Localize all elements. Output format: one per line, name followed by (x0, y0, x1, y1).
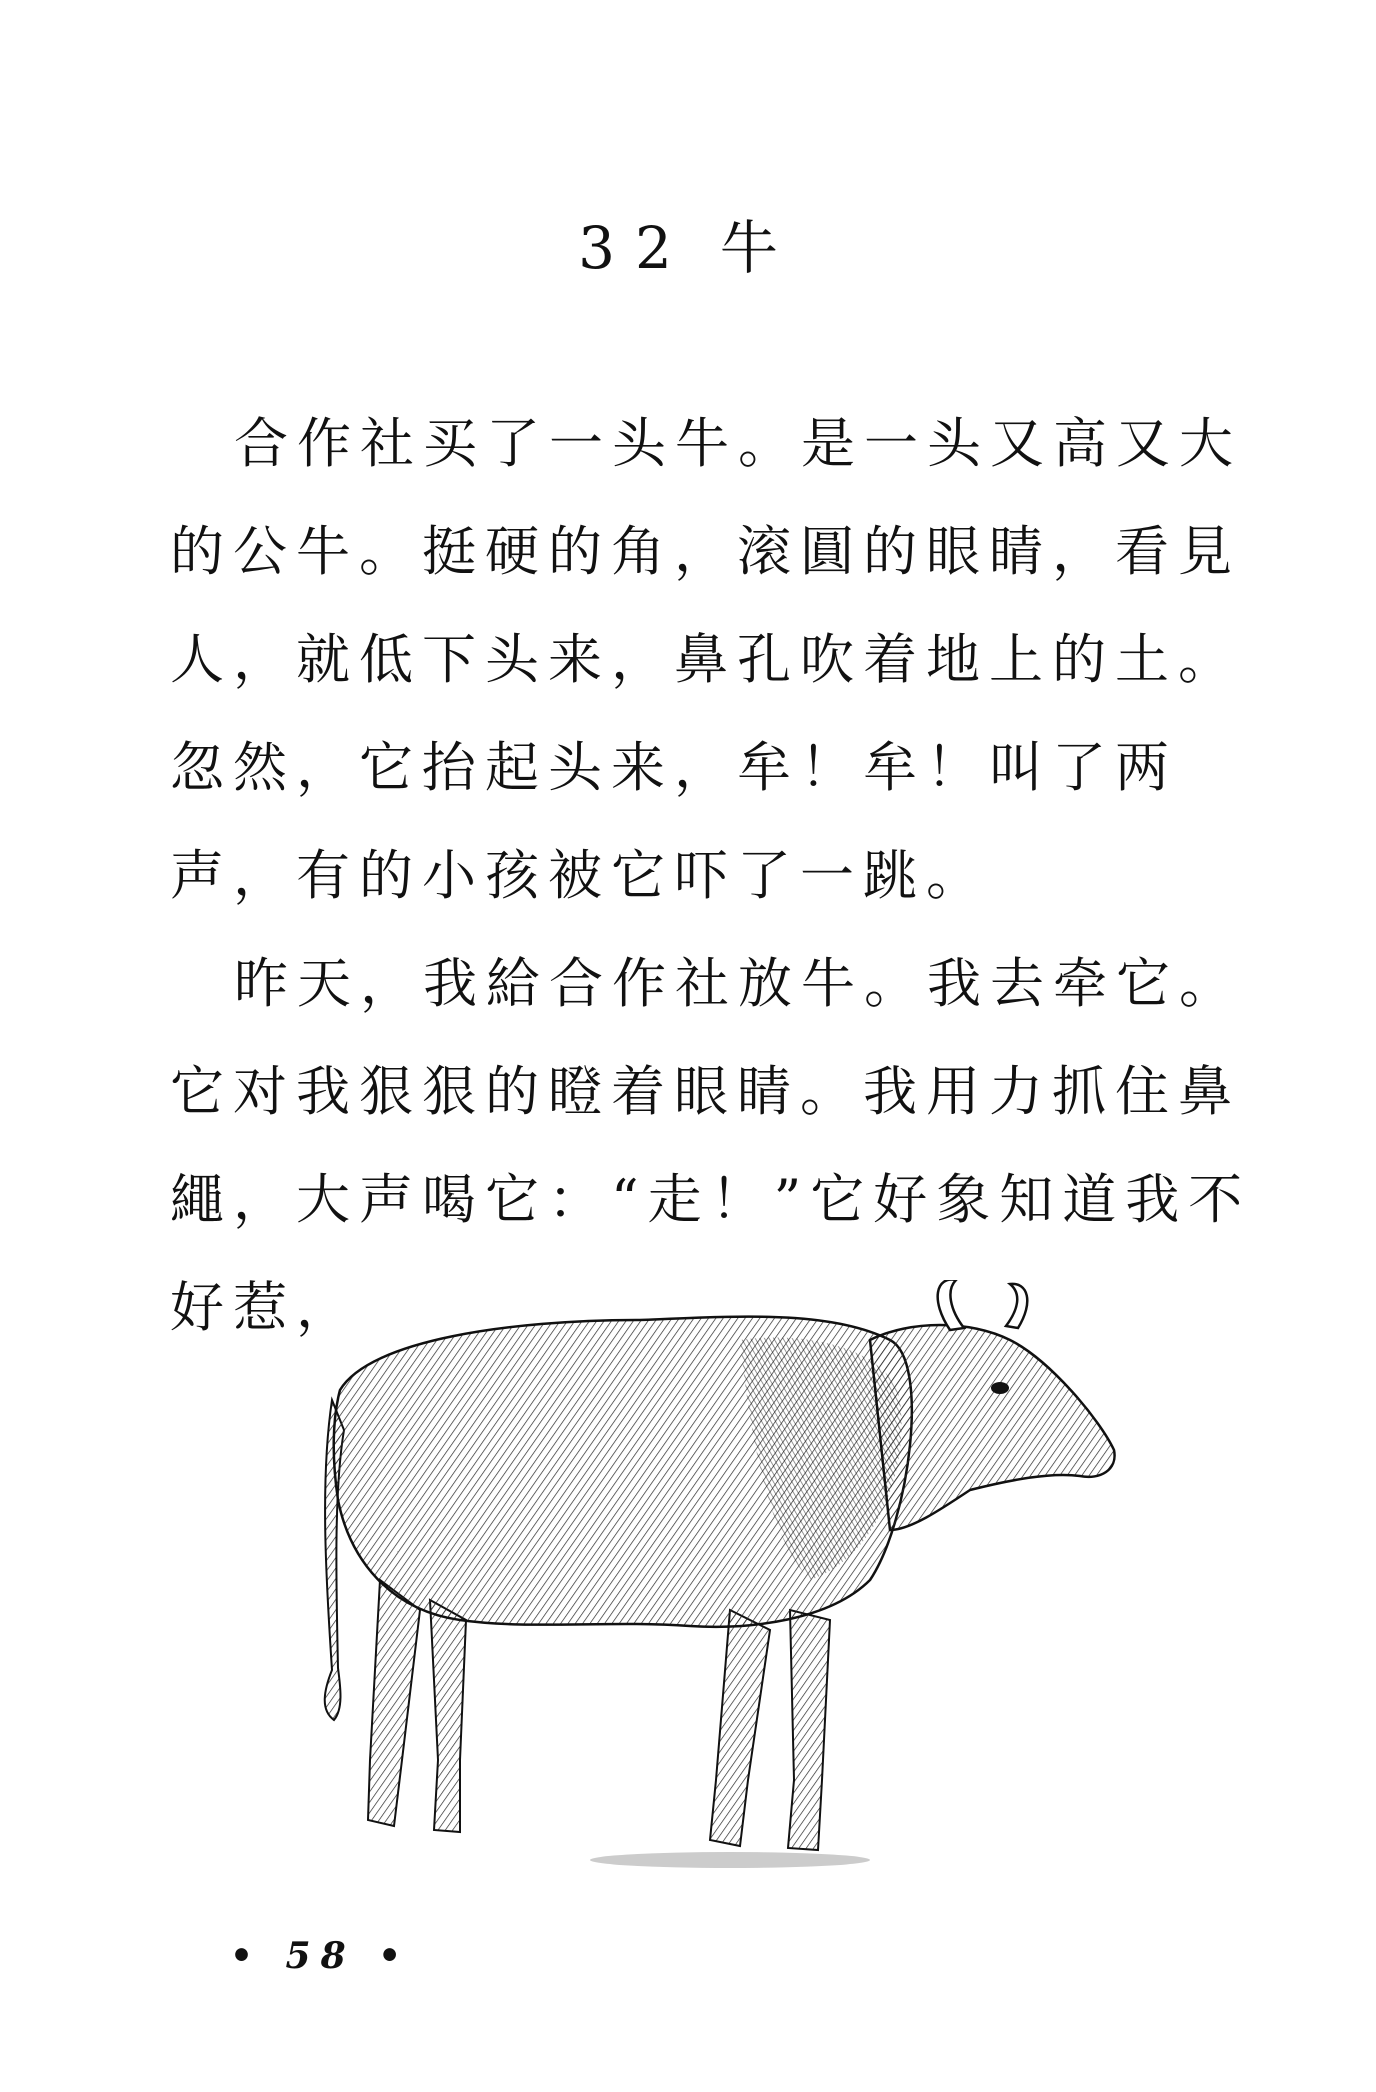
bull-ground-shadow (590, 1852, 870, 1868)
bull-horn-left (938, 1280, 964, 1330)
lesson-title (0, 212, 1376, 284)
bull-eye (991, 1382, 1009, 1394)
bull-head (870, 1325, 1115, 1530)
bull-hind-leg-far (430, 1600, 466, 1832)
paragraph-1: 合作社买了一头牛。是一头又高又大的公牛。挺硬的角，滚圓的眼睛，看見人，就低下头来，鼻孔吹着地上的土。忽然，它抬起头来，牟！牟！叫了两声，有的小孩被它吓了一跳。 (170, 412, 1242, 907)
bull-illustration (310, 1280, 1190, 1900)
body-text (170, 390, 1280, 1362)
lesson-title-text: 牛 (719, 214, 798, 282)
lesson-number: 32 (578, 214, 692, 282)
bull-horn-right (1006, 1284, 1027, 1328)
paragraph-2: 昨天，我給合作社放牛。我去牵它。它对我狠狠的瞪着眼睛。我用力抓住鼻繩，大声喝它：“走！”它好象知道我不好惹， (170, 952, 1252, 1339)
bull-hind-leg (368, 1580, 420, 1826)
page-number: • 58 • (230, 1935, 412, 1977)
bull-front-leg-far (788, 1610, 830, 1850)
bull-front-leg (710, 1610, 770, 1846)
